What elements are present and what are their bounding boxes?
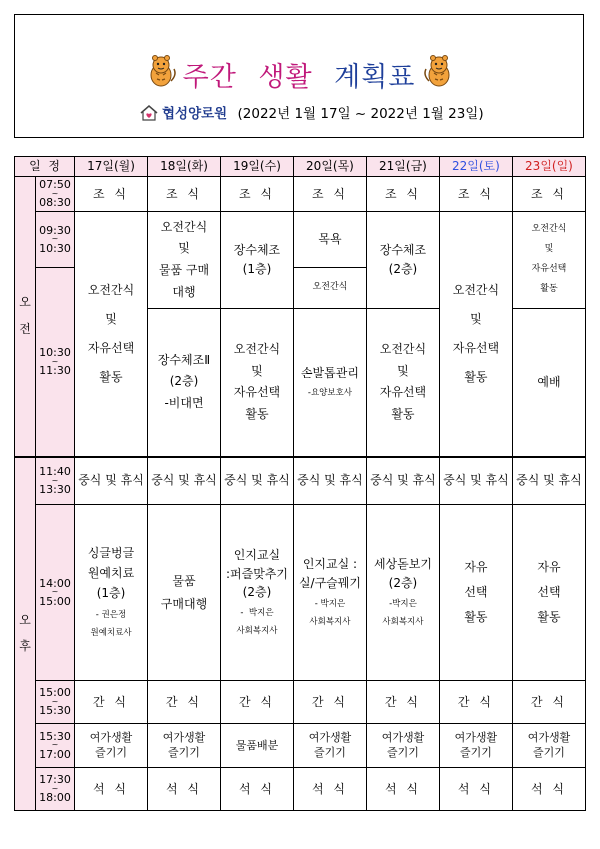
dinner-cell: 석 식 [293,768,366,811]
activity-cell: 목욕 [293,212,366,268]
org-name: 협성양로원 [162,106,228,122]
lunch-cell: 중식 및 휴식 [439,457,512,505]
snack-cell: 간 식 [366,681,439,724]
dinner-cell: 석 식 [366,768,439,811]
snack-cell: 간 식 [512,681,585,724]
time-cell: 11:40 ~ 13:30 [36,457,75,505]
breakfast-cell: 조 식 [366,177,439,212]
table-row [15,457,586,505]
title-box [14,14,584,138]
lunch-cell: 중식 및 휴식 [220,457,293,505]
table-row [15,505,586,681]
table-row [15,177,586,212]
title-word-3: 계획표 [334,62,416,93]
leisure-cell: 여가생활 즐기기 [148,724,221,768]
section-pm: 오 후 [15,457,36,811]
breakfast-cell: 조 식 [148,177,221,212]
leisure-cell: 여가생활 즐기기 [293,724,366,768]
section-am: 오 전 [15,177,36,457]
breakfast-cell: 조 식 [75,177,148,212]
snack-cell: 간 식 [75,681,148,724]
dinner-cell: 석 식 [75,768,148,811]
dinner-cell: 석 식 [148,768,221,811]
activity-cell: 오전간식 및 자유선택 활동 [75,212,148,457]
breakfast-cell: 조 식 [293,177,366,212]
time-cell: 07:50 ~ 08:30 [36,177,75,212]
activity-cell: 장수체조 (2층) [366,212,439,309]
dinner-cell: 석 식 [512,768,585,811]
activity-cell: 오전간식 [293,268,366,309]
title-word-1: 주간 [182,62,237,93]
activity-cell: 자유 선택 활동 [512,505,585,681]
activity-cell: 오전간식 및 물품 구매 대행 [148,212,221,309]
lunch-cell: 중식 및 휴식 [148,457,221,505]
activity-cell: 오전간식 및 자유선택 활동 [512,212,585,309]
table-row [15,768,586,811]
time-cell: 15:30 ~ 17:00 [36,724,75,768]
table-row [15,681,586,724]
tiger-icon [421,53,457,89]
title-word-2: 생활 [258,62,313,93]
weekly-schedule-table [14,156,586,811]
time-cell: 09:30 ~ 10:30 [36,212,75,268]
snack-cell: 간 식 [439,681,512,724]
leisure-cell: 여가생활 즐기기 [439,724,512,768]
lunch-cell: 중식 및 휴식 [512,457,585,505]
activity-cell: 인지교실 :퍼즐맞추기 (2층) - 박지은 사회복지사 [220,505,293,681]
page-title [15,55,583,94]
activity-cell: 예배 [512,309,585,457]
activity-cell: 오전간식 및 자유선택 활동 [220,309,293,457]
activity-cell: 싱글벙글 원예치료 (1층) - 권은정 원예치료사 [75,505,148,681]
table-row [15,212,586,268]
leisure-cell: 물품배분 [220,724,293,768]
breakfast-cell: 조 식 [512,177,585,212]
schedule-label: 일 정 [15,157,75,177]
dinner-cell: 석 식 [220,768,293,811]
table-row [15,724,586,768]
day-header: 20일(목) [293,157,366,177]
day-header: 18일(화) [148,157,221,177]
time-cell: 17:30 ~ 18:00 [36,768,75,811]
activity-cell: 오전간식 및 자유선택 활동 [439,212,512,457]
activity-cell: 오전간식 및 자유선택 활동 [366,309,439,457]
snack-cell: 간 식 [148,681,221,724]
day-header: 19일(수) [220,157,293,177]
leisure-cell: 여가생활 즐기기 [366,724,439,768]
date-range: (2022년 1월 17일 ~ 2022년 1월 23일) [237,106,484,122]
lunch-cell: 중식 및 휴식 [366,457,439,505]
activity-cell: 물품 구매대행 [148,505,221,681]
breakfast-cell: 조 식 [220,177,293,212]
day-header: 17일(월) [75,157,148,177]
snack-cell: 간 식 [220,681,293,724]
activity-cell: 자유 선택 활동 [439,505,512,681]
snack-cell: 간 식 [293,681,366,724]
day-header-saturday: 22일(토) [439,157,512,177]
day-header-sunday: 23일(일) [512,157,585,177]
activity-cell: 장수체조 (1층) [220,212,293,309]
activity-cell: 인지교실 : 실/구슬꿰기 - 박지은 사회복지사 [293,505,366,681]
breakfast-cell: 조 식 [439,177,512,212]
activity-cell: 장수체조Ⅱ (2층) -비대면 [148,309,221,457]
leisure-cell: 여가생활 즐기기 [75,724,148,768]
activity-cell: 세상돋보기 (2층) -박지은 사회복지사 [366,505,439,681]
activity-cell: 손발톱관리 -요양보호사 [293,309,366,457]
leisure-cell: 여가생활 즐기기 [512,724,585,768]
time-cell: 10:30 ~ 11:30 [36,268,75,457]
dinner-cell: 석 식 [439,768,512,811]
subtitle [140,102,484,125]
header-row [15,157,586,177]
lunch-cell: 중식 및 휴식 [293,457,366,505]
lunch-cell: 중식 및 휴식 [75,457,148,505]
time-cell: 15:00 ~ 15:30 [36,681,75,724]
day-header: 21일(금) [366,157,439,177]
home-heart-icon [140,105,158,125]
time-cell: 14:00 ~ 15:00 [36,505,75,681]
